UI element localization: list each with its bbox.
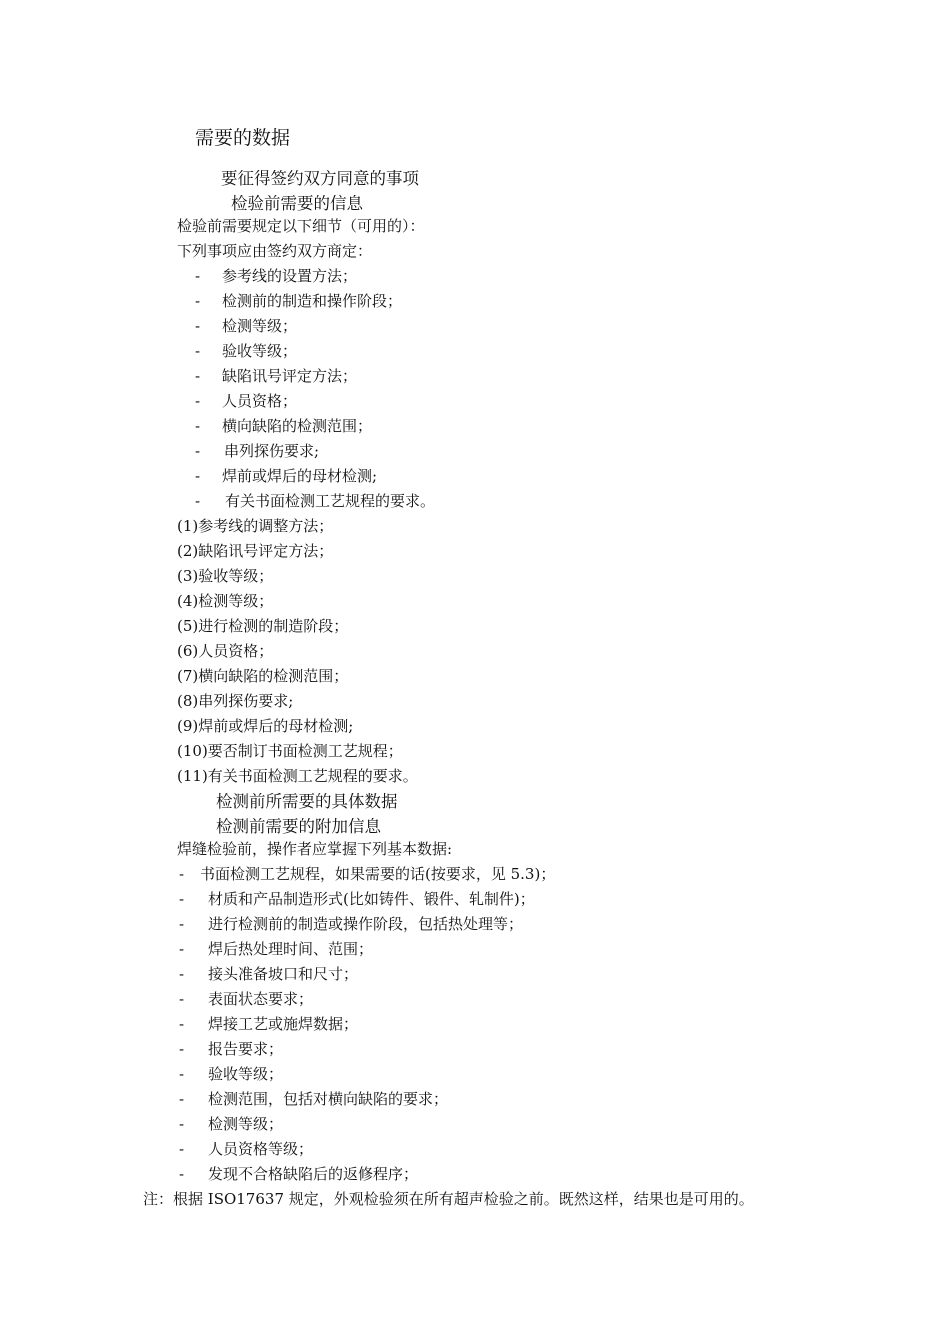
- bullet-dash: -: [195, 442, 201, 460]
- document-title: 需要的数据: [195, 127, 291, 149]
- agreed-item: 串列探伤要求;: [224, 442, 320, 460]
- numbered-item: (1)参考线的调整方法；: [177, 517, 334, 535]
- bullet-dash: -: [195, 367, 201, 385]
- numbered-item: (6)人员资格；: [177, 642, 274, 660]
- section-heading-specific-data: 检测前所需要的具体数据: [216, 792, 398, 811]
- agreed-item: 参考线的设置方法；: [222, 267, 358, 285]
- bullet-dash: -: [195, 492, 201, 510]
- bullet-dash: -: [179, 1015, 185, 1033]
- bullet-dash: -: [179, 1065, 185, 1083]
- agreed-item: 有关书面检测工艺规程的要求。: [225, 492, 436, 510]
- footnote: 注：根据 ISO17637 规定，外观检验须在所有超声检验之前。既然这样，结果也是可用的。: [143, 1190, 754, 1208]
- bullet-dash: -: [179, 990, 185, 1008]
- bullet-dash: -: [179, 865, 185, 883]
- bullet-dash: -: [179, 915, 185, 933]
- numbered-item: (2)缺陷讯号评定方法；: [177, 542, 334, 560]
- operator-intro: 焊缝检验前，操作者应掌握下列基本数据:: [177, 840, 453, 858]
- bullet-dash: -: [195, 467, 201, 485]
- section-heading-agreement: 要征得签约双方同意的事项: [221, 169, 419, 188]
- agreed-item: 横向缺陷的检测范围；: [222, 417, 373, 435]
- operator-item: 材质和产品制造形式(比如铸件、锻件、轧制件)；: [208, 890, 535, 908]
- bullet-dash: -: [179, 1165, 185, 1183]
- operator-item: 报告要求；: [208, 1040, 284, 1058]
- bullet-dash: -: [195, 342, 201, 360]
- numbered-item: (8)串列探伤要求;: [177, 692, 294, 710]
- agreed-item: 缺陷讯号评定方法；: [222, 367, 358, 385]
- intro-line-1: 检验前需要规定以下细节（可用的）：: [177, 217, 425, 235]
- operator-item: 接头准备坡口和尺寸；: [208, 965, 359, 983]
- numbered-item: (10)要否制订书面检测工艺规程；: [177, 742, 403, 760]
- operator-item: 进行检测前的制造或操作阶段，包括热处理等；: [208, 915, 524, 933]
- operator-item: 发现不合格缺陷后的返修程序；: [208, 1165, 419, 1183]
- operator-item: 验收等级；: [208, 1065, 284, 1083]
- agreed-item: 人员资格；: [222, 392, 298, 410]
- section-heading-before-info: 检验前需要的信息: [231, 194, 363, 213]
- numbered-item: (11)有关书面检测工艺规程的要求。: [177, 767, 418, 785]
- bullet-dash: -: [195, 392, 201, 410]
- operator-item: 焊接工艺或施焊数据；: [208, 1015, 359, 1033]
- numbered-item: (5)进行检测的制造阶段；: [177, 617, 349, 635]
- bullet-dash: -: [179, 965, 185, 983]
- bullet-dash: -: [179, 1040, 185, 1058]
- numbered-item: (7)横向缺陷的检测范围；: [177, 667, 349, 685]
- numbered-item: (4)检测等级；: [177, 592, 274, 610]
- bullet-dash: -: [195, 292, 201, 310]
- bullet-dash: -: [179, 940, 185, 958]
- intro-line-2: 下列事项应由签约双方商定：: [177, 242, 373, 260]
- operator-item: 表面状态要求；: [208, 990, 314, 1008]
- agreed-item: 焊前或焊后的母材检测;: [222, 467, 378, 485]
- operator-item: 人员资格等级；: [208, 1140, 314, 1158]
- operator-item: 书面检测工艺规程，如果需要的话(按要求，见 5.3)；: [200, 865, 556, 883]
- agreed-item: 验收等级；: [222, 342, 298, 360]
- bullet-dash: -: [195, 267, 201, 285]
- agreed-item: 检测前的制造和操作阶段；: [222, 292, 403, 310]
- numbered-item: (3)验收等级；: [177, 567, 274, 585]
- operator-item: 检测等级；: [208, 1115, 284, 1133]
- bullet-dash: -: [179, 890, 185, 908]
- agreed-item: 检测等级；: [222, 317, 298, 335]
- operator-item: 焊后热处理时间、范围；: [208, 940, 374, 958]
- bullet-dash: -: [195, 317, 201, 335]
- operator-item: 检测范围，包括对横向缺陷的要求；: [208, 1090, 449, 1108]
- bullet-dash: -: [195, 417, 201, 435]
- bullet-dash: -: [179, 1090, 185, 1108]
- numbered-item: (9)焊前或焊后的母材检测;: [177, 717, 354, 735]
- bullet-dash: -: [179, 1115, 185, 1133]
- bullet-dash: -: [179, 1140, 185, 1158]
- section-heading-additional-info: 检测前需要的附加信息: [216, 817, 381, 836]
